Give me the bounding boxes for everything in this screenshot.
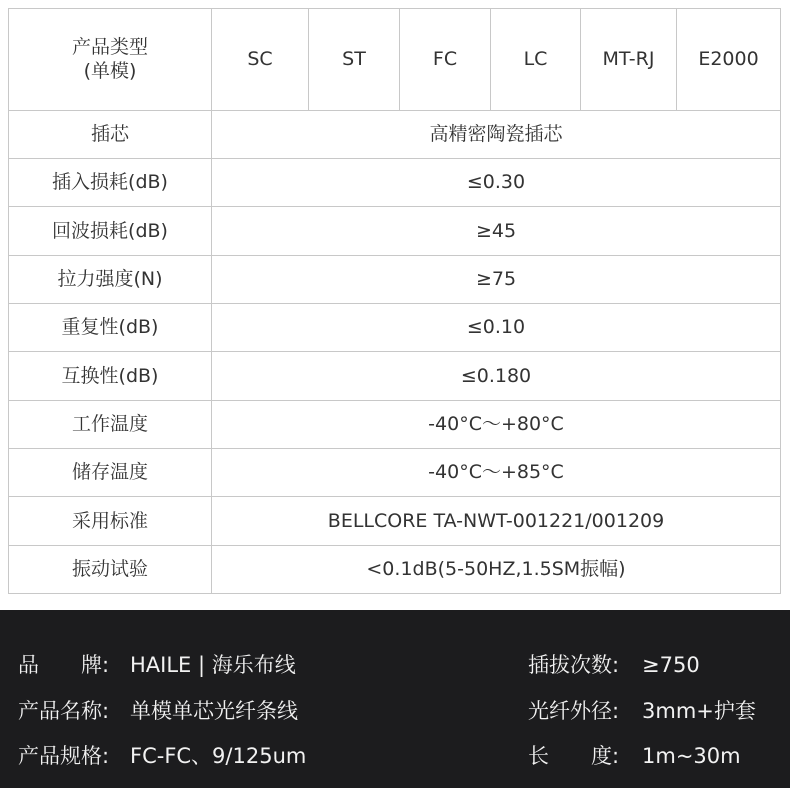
table-row [9,497,781,545]
info-label: 产品规格: [18,744,110,768]
info-product-name [18,696,298,726]
info-fiber-diameter [528,696,756,726]
info-label: 品 牌: [18,653,110,677]
table-row [9,448,781,496]
table-row [9,159,781,207]
info-label: 长 度: [528,744,620,768]
row-label: 插入损耗(dB) [9,159,212,207]
table-row [9,255,781,303]
type-e2000: E2000 [677,9,781,111]
info-brand [18,650,296,680]
info-value: 1m~30m [642,744,741,768]
row-value: ≤0.180 [212,352,781,400]
row-value: 高精密陶瓷插芯 [212,110,781,158]
product-type-sublabel: (单模) [83,60,137,83]
row-label: 拉力强度(N) [9,255,212,303]
product-type-label: 产品类型 [71,35,148,58]
product-info-banner [0,610,790,788]
table-row [9,352,781,400]
row-value: -40°C～+80°C [212,400,781,448]
row-value: ≥45 [212,207,781,255]
info-length [528,741,741,771]
row-value: ≤0.30 [212,159,781,207]
row-value: BELLCORE TA-NWT-001221/001209 [212,497,781,545]
row-value: <0.1dB(5-50HZ,1.5SM振幅) [212,545,781,593]
row-label: 储存温度 [9,448,212,496]
table-row [9,207,781,255]
info-label: 产品名称: [18,699,110,723]
row-label: 回波损耗(dB) [9,207,212,255]
row-label: 采用标准 [9,497,212,545]
row-label: 振动试验 [9,545,212,593]
spec-table [8,8,781,594]
row-label: 插芯 [9,110,212,158]
table-row [9,545,781,593]
info-value: HAILE | 海乐布线 [130,653,296,677]
type-sc: SC [212,9,309,111]
row-value: ≤0.10 [212,304,781,352]
type-mt-rj: MT-RJ [581,9,677,111]
type-lc: LC [491,9,581,111]
info-value: FC-FC、9/125um [130,744,307,768]
row-label: 重复性(dB) [9,304,212,352]
type-st: ST [309,9,400,111]
info-value: ≥750 [642,653,700,677]
info-value: 3mm+护套 [642,699,756,723]
row-value: ≥75 [212,255,781,303]
info-label: 插拔次数: [528,653,620,677]
table-header-row [9,9,781,111]
info-label: 光纤外径: [528,699,620,723]
table-row [9,400,781,448]
row-label: 互换性(dB) [9,352,212,400]
product-type-header [9,9,212,111]
table-row [9,304,781,352]
row-label: 工作温度 [9,400,212,448]
table-row [9,110,781,158]
info-value: 单模单芯光纤条线 [130,699,298,723]
info-product-spec [18,741,306,771]
info-insertion-cycles [528,650,700,680]
row-value: -40°C～+85°C [212,448,781,496]
type-fc: FC [400,9,491,111]
